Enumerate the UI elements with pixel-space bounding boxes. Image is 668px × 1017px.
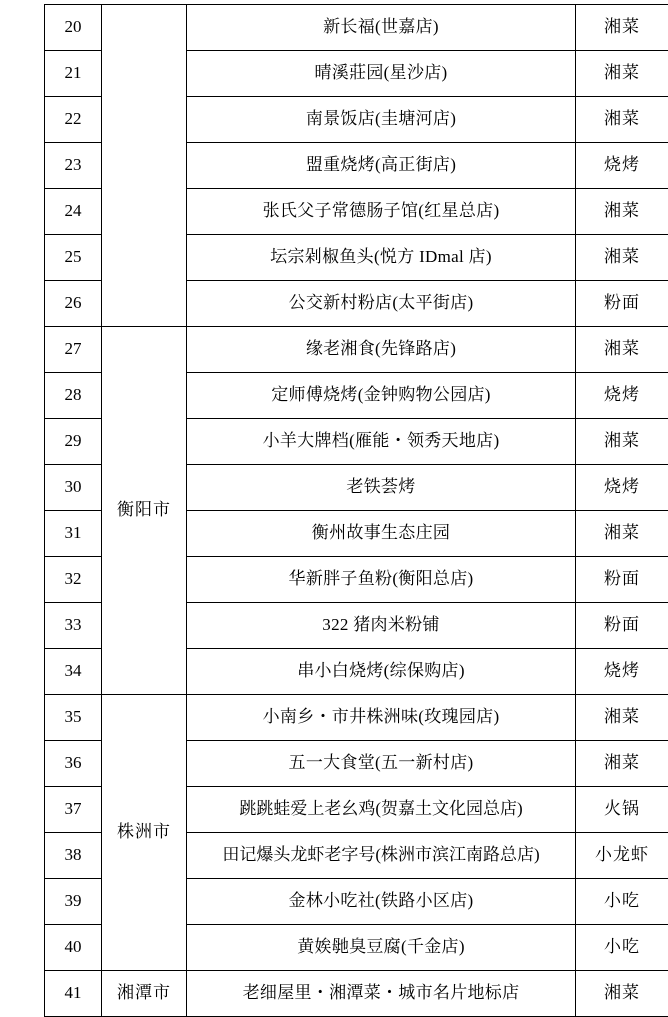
category: 湘菜	[576, 327, 668, 373]
row-number: 21	[45, 51, 102, 97]
restaurant-name: 老细屋里・湘潭菜・城市名片地标店	[187, 971, 576, 1017]
row-number: 31	[45, 511, 102, 557]
category: 湘菜	[576, 695, 668, 741]
category: 烧烤	[576, 465, 668, 511]
row-number: 36	[45, 741, 102, 787]
document-page	[0, 4, 668, 1014]
category: 粉面	[576, 557, 668, 603]
restaurant-name: 小南乡・市井株洲味(玫瑰园店)	[187, 695, 576, 741]
restaurant-name: 五一大食堂(五一新村店)	[187, 741, 576, 787]
category: 小龙虾	[576, 833, 668, 879]
row-number: 26	[45, 281, 102, 327]
category: 烧烤	[576, 143, 668, 189]
city-cell-zhuzhou: 株洲市	[102, 695, 187, 971]
table-body	[45, 5, 668, 1017]
city-cell-changsha	[102, 5, 187, 327]
category: 小吃	[576, 879, 668, 925]
row-number: 28	[45, 373, 102, 419]
category: 烧烤	[576, 649, 668, 695]
restaurant-name: 华新胖子鱼粉(衡阳总店)	[187, 557, 576, 603]
restaurant-listing-table	[44, 4, 668, 1017]
restaurant-name: 坛宗剁椒鱼头(悦方 IDmal 店)	[187, 235, 576, 281]
row-number: 27	[45, 327, 102, 373]
category: 湘菜	[576, 5, 668, 51]
row-number: 40	[45, 925, 102, 971]
row-number: 34	[45, 649, 102, 695]
category: 湘菜	[576, 419, 668, 465]
row-number: 29	[45, 419, 102, 465]
table-row	[45, 5, 668, 51]
row-number: 35	[45, 695, 102, 741]
category: 粉面	[576, 603, 668, 649]
row-number: 32	[45, 557, 102, 603]
restaurant-name: 322 猪肉米粉铺	[187, 603, 576, 649]
restaurant-name: 田记爆头龙虾老字号(株洲市滨江南路总店)	[187, 833, 576, 879]
restaurant-name: 盟重烧烤(高正街店)	[187, 143, 576, 189]
restaurant-name: 老铁荟烤	[187, 465, 576, 511]
restaurant-name: 衡州故事生态庄园	[187, 511, 576, 557]
row-number: 38	[45, 833, 102, 879]
row-number: 30	[45, 465, 102, 511]
category: 湘菜	[576, 235, 668, 281]
table-row	[45, 327, 668, 373]
row-number: 41	[45, 971, 102, 1017]
restaurant-name: 黄娭毑臭豆腐(千金店)	[187, 925, 576, 971]
city-cell-hengyang: 衡阳市	[102, 327, 187, 695]
category: 湘菜	[576, 971, 668, 1017]
restaurant-name: 公交新村粉店(太平街店)	[187, 281, 576, 327]
category: 粉面	[576, 281, 668, 327]
restaurant-name: 新长福(世嘉店)	[187, 5, 576, 51]
row-number: 39	[45, 879, 102, 925]
category: 湘菜	[576, 97, 668, 143]
category: 湘菜	[576, 51, 668, 97]
row-number: 23	[45, 143, 102, 189]
category: 湘菜	[576, 511, 668, 557]
restaurant-name: 小羊大牌档(雁能・领秀天地店)	[187, 419, 576, 465]
restaurant-name: 晴溪莊园(星沙店)	[187, 51, 576, 97]
row-number: 37	[45, 787, 102, 833]
row-number: 24	[45, 189, 102, 235]
restaurant-name: 南景饭店(圭塘河店)	[187, 97, 576, 143]
row-number: 25	[45, 235, 102, 281]
city-cell-xiangtan: 湘潭市	[102, 971, 187, 1017]
category: 烧烤	[576, 373, 668, 419]
category: 湘菜	[576, 189, 668, 235]
restaurant-name: 张氏父子常德肠子馆(红星总店)	[187, 189, 576, 235]
category: 湘菜	[576, 741, 668, 787]
row-number: 33	[45, 603, 102, 649]
restaurant-name: 跳跳蛙爱上老幺鸡(贺嘉土文化园总店)	[187, 787, 576, 833]
table-row	[45, 695, 668, 741]
restaurant-name: 金林小吃社(铁路小区店)	[187, 879, 576, 925]
category: 小吃	[576, 925, 668, 971]
row-number: 20	[45, 5, 102, 51]
restaurant-name: 定师傅烧烤(金钟购物公园店)	[187, 373, 576, 419]
row-number: 22	[45, 97, 102, 143]
page-edge-mark	[44, 1002, 47, 1014]
restaurant-name: 串小白烧烤(综保购店)	[187, 649, 576, 695]
category: 火锅	[576, 787, 668, 833]
restaurant-name: 缘老湘食(先锋路店)	[187, 327, 576, 373]
